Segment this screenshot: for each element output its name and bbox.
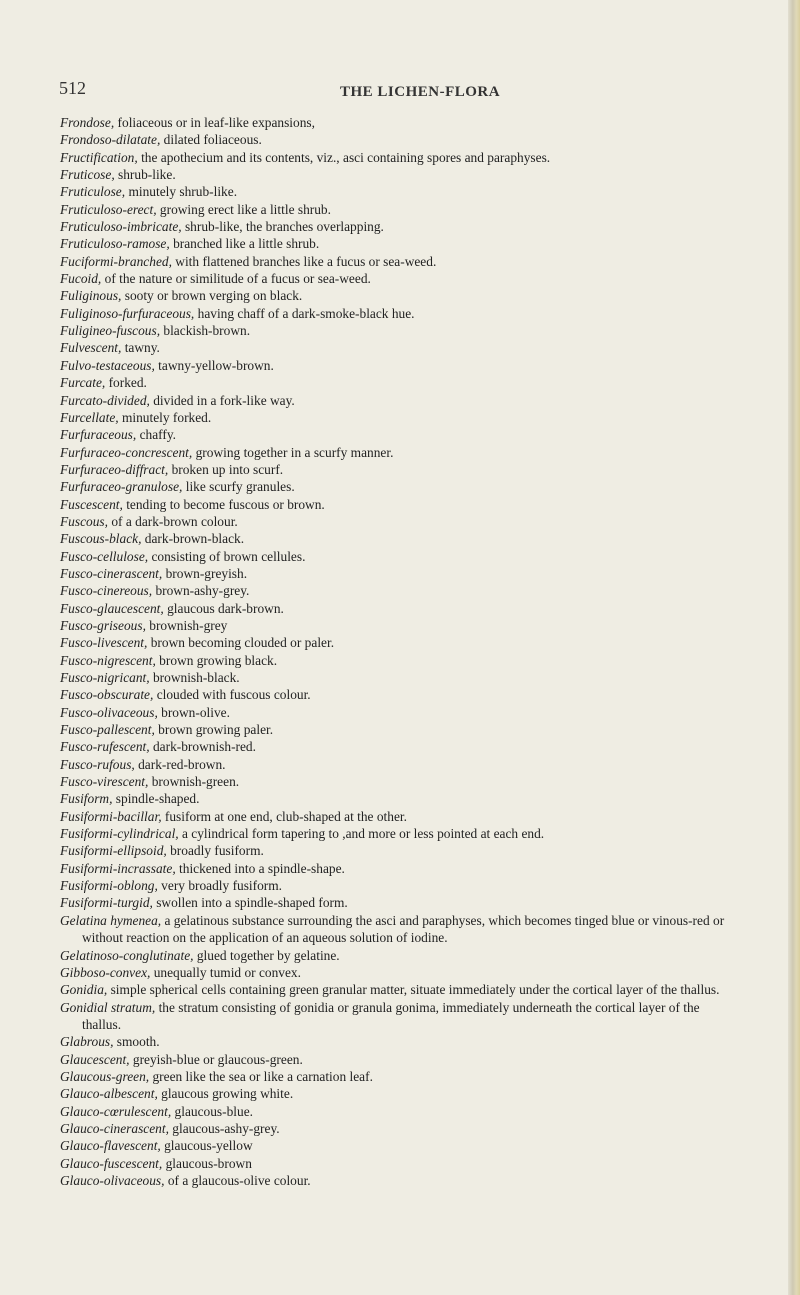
glossary-entry <box>60 790 725 807</box>
glossary-entry <box>60 756 725 773</box>
entry-definition: glued together by gelatine. <box>193 947 340 963</box>
entry-term: Fruticuloso-ramose, <box>60 236 170 252</box>
entry-definition: broadly fusiform. <box>166 843 264 859</box>
glossary-entry <box>60 183 725 200</box>
entry-definition: chaffy. <box>136 427 177 443</box>
entry-definition: spindle-shaped. <box>112 791 200 807</box>
glossary-entry <box>60 496 725 513</box>
glossary-entry <box>60 738 725 755</box>
glossary-entry <box>60 981 725 998</box>
glossary-entry <box>60 357 725 374</box>
entry-term: Gonidia, <box>60 982 108 998</box>
entry-term: Frondoso-dilatate, <box>60 132 161 148</box>
entry-term: Fusco-livescent, <box>60 635 148 651</box>
entry-definition: unequally tumid or convex. <box>150 964 301 980</box>
entry-definition: forked. <box>105 375 147 391</box>
entry-term: Fusiformi-cylindrical, <box>60 826 179 842</box>
glossary-entry <box>60 218 725 235</box>
glossary-entry <box>60 1051 725 1068</box>
entry-term: Glauco-cœrulescent, <box>60 1103 172 1119</box>
glossary-entry <box>60 652 725 669</box>
entry-definition: clouded with fuscous colour. <box>153 687 311 703</box>
entry-definition: foliaceous or in leaf-like expansions, <box>114 115 315 130</box>
entry-term: Fusco-pallescent, <box>60 722 155 738</box>
entry-term: Glaucous-green, <box>60 1068 150 1084</box>
entry-term: Fulvo-testaceous, <box>60 357 155 373</box>
glossary-entry <box>60 582 725 599</box>
glossary-entry <box>60 721 725 738</box>
entry-definition: brown growing paler. <box>154 722 274 738</box>
entry-definition: greyish-blue or glaucous-green. <box>129 1051 303 1067</box>
glossary-entry <box>60 773 725 790</box>
glossary-entry <box>60 444 725 461</box>
page-number: 512 <box>59 78 86 98</box>
glossary-entry <box>60 686 725 703</box>
entry-definition: of the nature or similitude of a fucus or sea-weed. <box>101 271 371 287</box>
entry-term: Fusco-cinerascent, <box>60 565 163 581</box>
entry-definition: tending to become fuscous or brown. <box>122 496 325 512</box>
entry-definition: simple spherical cells containing green granular matter, situate immediately under the cortical layer of the thallus. <box>107 982 720 998</box>
glossary-entry <box>60 669 725 686</box>
entry-definition: like scurfy granules. <box>182 479 295 495</box>
entry-definition: brownish-green. <box>148 774 240 790</box>
page-edge <box>788 0 800 1295</box>
glossary-entry <box>60 1085 725 1102</box>
glossary-entry <box>60 894 725 911</box>
entry-definition: dark-brownish-red. <box>149 739 256 755</box>
entry-term: Glauco-olivaceous, <box>60 1172 165 1188</box>
entry-term: Fuligineo-fuscous, <box>60 323 161 339</box>
entry-term: Furfuraceous, <box>60 427 137 443</box>
entry-term: Fusco-glaucescent, <box>60 600 164 616</box>
glossary-entries <box>60 114 725 1189</box>
entry-definition: the stratum consisting of gonidia or granula gonima, immediately underneath the cortical layer of the thallus. <box>82 999 700 1032</box>
entry-term: Fusco-olivaceous, <box>60 704 158 720</box>
glossary-entry <box>60 548 725 565</box>
glossary-entry <box>60 235 725 252</box>
glossary-entry <box>60 1068 725 1085</box>
glossary-entry <box>60 287 725 304</box>
glossary-entry <box>60 114 725 131</box>
entry-term: Glabrous, <box>60 1034 114 1050</box>
glossary-entry <box>60 1155 725 1172</box>
glossary-entry <box>60 461 725 478</box>
entry-definition: minutely forked. <box>118 409 212 425</box>
glossary-entry <box>60 565 725 582</box>
entry-definition: brownish-grey <box>145 617 228 633</box>
entry-term: Frondose, <box>60 115 115 130</box>
entry-definition: of a dark-brown colour. <box>107 513 238 529</box>
entry-term: Fuscous, <box>60 513 108 529</box>
entry-definition: very broadly fusiform. <box>157 878 283 894</box>
glossary-entry <box>60 1103 725 1120</box>
glossary-entry <box>60 825 725 842</box>
entry-definition: growing together in a scurfy manner. <box>192 444 394 460</box>
entry-term: Fusiformi-bacillar, <box>60 808 162 824</box>
entry-definition: glaucous-brown <box>162 1155 252 1171</box>
entry-definition: branched like a little shrub. <box>169 236 320 252</box>
glossary-entry <box>60 1120 725 1137</box>
glossary-entry <box>60 131 725 148</box>
glossary-entry <box>60 270 725 287</box>
entry-term: Furcellate, <box>60 409 119 425</box>
running-head: THE LICHEN-FLORA <box>340 84 501 100</box>
entry-term: Fusco-rufescent, <box>60 739 150 755</box>
entry-definition: of a glaucous-olive colour. <box>164 1172 311 1188</box>
glossary-entry <box>60 478 725 495</box>
glossary-entry <box>60 1137 725 1154</box>
entry-term: Fusiformi-turgid, <box>60 895 153 911</box>
entry-term: Furfuraceo-diffract, <box>60 461 169 477</box>
entry-term: Fusiformi-incrassate, <box>60 860 176 876</box>
glossary-entry <box>60 617 725 634</box>
entry-definition: green like the sea or like a carnation leaf. <box>149 1068 373 1084</box>
entry-definition: growing erect like a little shrub. <box>156 201 331 217</box>
entry-definition: shrub-like, the branches overlapping. <box>181 219 384 235</box>
entry-term: Fulvescent, <box>60 340 122 356</box>
entry-term: Furcato-divided, <box>60 392 150 408</box>
entry-definition: blackish-brown. <box>160 323 251 339</box>
entry-term: Glaucescent, <box>60 1051 130 1067</box>
glossary-entry <box>60 322 725 339</box>
entry-term: Fruticose, <box>60 167 115 183</box>
entry-definition: brown-greyish. <box>162 565 248 581</box>
glossary-entry <box>60 634 725 651</box>
glossary-entry <box>60 409 725 426</box>
entry-definition: swollen into a spindle-shaped form. <box>152 895 348 911</box>
glossary-entry <box>60 253 725 270</box>
entry-definition: thickened into a spindle-shape. <box>175 860 345 876</box>
glossary-entry <box>60 860 725 877</box>
entry-term: Fusiformi-oblong, <box>60 878 158 894</box>
entry-term: Fuscescent, <box>60 496 123 512</box>
entry-term: Fusco-cinereous, <box>60 583 153 599</box>
entry-term: Fuscous-black, <box>60 531 142 547</box>
entry-definition: brown-ashy-grey. <box>152 583 250 599</box>
entry-definition: glaucous-ashy-grey. <box>168 1120 280 1136</box>
entry-definition: brownish-black. <box>149 670 240 685</box>
entry-definition: glaucous-yellow <box>160 1138 253 1154</box>
entry-definition: glaucous growing white. <box>157 1086 294 1102</box>
entry-definition: brown growing black. <box>155 652 278 668</box>
entry-definition: shrub-like. <box>114 167 176 183</box>
entry-term: Fusco-nigricant, <box>60 670 150 685</box>
glossary-entry <box>60 513 725 530</box>
glossary-entry <box>60 842 725 859</box>
entry-term: Fruticuloso-erect, <box>60 201 157 217</box>
entry-definition: tawny. <box>121 340 160 356</box>
entry-term: Furfuraceo-concrescent, <box>60 444 193 460</box>
glossary-entry <box>60 1172 725 1189</box>
entry-definition: the apothecium and its contents, viz., asci containing spores and paraphyses. <box>137 149 551 165</box>
glossary-entry <box>60 964 725 981</box>
entry-term: Glauco-fuscescent, <box>60 1155 163 1171</box>
glossary-entry <box>60 392 725 409</box>
entry-definition: brown-olive. <box>157 704 230 720</box>
entry-definition: glaucous dark-brown. <box>163 600 284 616</box>
entry-term: Fusco-griseous, <box>60 617 146 633</box>
glossary-entry <box>60 530 725 547</box>
glossary-entry <box>60 201 725 218</box>
entry-definition: consisting of brown cellules. <box>148 548 306 564</box>
glossary-entry <box>60 1033 725 1050</box>
glossary-entry <box>60 426 725 443</box>
glossary-entry <box>60 149 725 166</box>
entry-term: Furcate, <box>60 375 106 391</box>
entry-term: Fusiform, <box>60 791 113 807</box>
entry-definition: with flattened branches like a fucus or sea-weed. <box>171 253 437 269</box>
entry-term: Fuciformi-branched, <box>60 253 172 269</box>
entry-term: Gelatinoso-conglutinate, <box>60 947 194 963</box>
entry-definition: dark-red-brown. <box>134 756 226 772</box>
entry-term: Fusco-rufous, <box>60 756 135 772</box>
entry-term: Gelatina hymenea, <box>60 912 162 928</box>
entry-definition: fusiform at one end, club-shaped at the other. <box>161 808 407 824</box>
glossary-entry <box>60 877 725 894</box>
entry-term: Gonidial stratum, <box>60 999 156 1015</box>
glossary-entry <box>60 339 725 356</box>
entry-definition: minutely shrub-like. <box>125 184 238 200</box>
entry-definition: divided in a fork-like way. <box>149 392 295 408</box>
entry-term: Fructification, <box>60 149 138 165</box>
entry-definition: sooty or brown verging on black. <box>121 288 303 304</box>
glossary-entry <box>60 166 725 183</box>
glossary-entry <box>60 947 725 964</box>
entry-definition: brown becoming clouded or paler. <box>147 635 335 651</box>
glossary-entry <box>60 704 725 721</box>
entry-term: Fuliginoso-furfuraceous, <box>60 305 195 321</box>
entry-term: Fruticuloso-imbricate, <box>60 219 182 235</box>
entry-term: Fusco-obscurate, <box>60 687 154 703</box>
entry-term: Glauco-albescent, <box>60 1086 158 1102</box>
entry-definition: dilated foliaceous. <box>160 132 262 148</box>
glossary-entry <box>60 305 725 322</box>
glossary-entry <box>60 600 725 617</box>
entry-term: Fusco-virescent, <box>60 774 149 790</box>
entry-definition: a gelatinous substance surrounding the asci and paraphyses, which becomes tinged blue or vinous-red or without reaction on the application of an aqueous solution of iodine. <box>82 912 725 946</box>
entry-term: Fucoid, <box>60 271 102 287</box>
entry-term: Fruticulose, <box>60 184 126 200</box>
glossary-entry <box>60 912 725 947</box>
entry-term: Furfuraceo-granulose, <box>60 479 183 495</box>
entry-term: Fuliginous, <box>60 288 122 304</box>
entry-term: Gibboso-convex, <box>60 964 151 980</box>
entry-definition: tawny-yellow-brown. <box>154 357 274 373</box>
entry-term: Glauco-flavescent, <box>60 1138 161 1154</box>
glossary-entry <box>60 999 725 1034</box>
entry-definition: broken up into scurf. <box>168 461 284 477</box>
entry-definition: dark-brown-black. <box>141 531 245 547</box>
entry-term: Fusco-cellulose, <box>60 548 149 564</box>
entry-term: Fusiformi-ellipsoid, <box>60 843 167 859</box>
entry-definition: smooth. <box>113 1034 160 1050</box>
entry-definition: glaucous-blue. <box>171 1103 253 1119</box>
glossary-entry <box>60 374 725 391</box>
glossary-entry <box>60 808 725 825</box>
entry-term: Glauco-cinerascent, <box>60 1120 169 1136</box>
entry-definition: a cylindrical form tapering to ,and more or less pointed at each end. <box>178 826 545 842</box>
entry-definition: having chaff of a dark-smoke-black hue. <box>194 305 415 321</box>
entry-term: Fusco-nigrescent, <box>60 652 156 668</box>
